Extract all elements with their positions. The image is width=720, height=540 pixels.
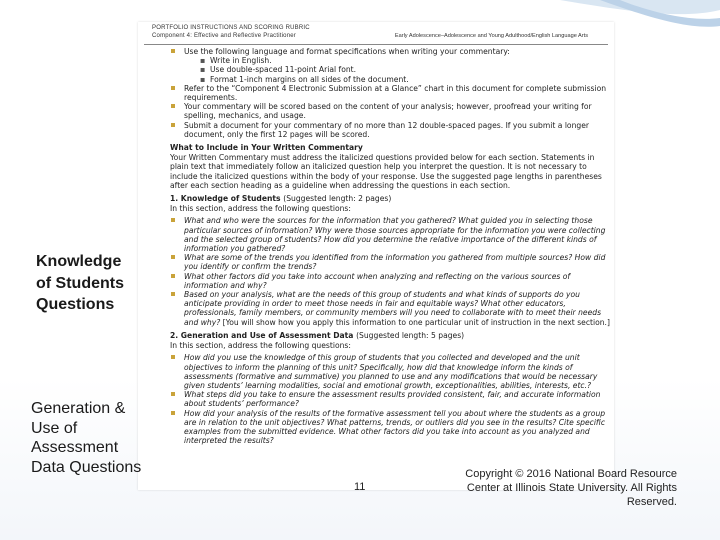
generation-label-line: Generation & — [31, 400, 126, 417]
list-item: Submit a document for your commentary of no more than 12 double-spaced pages. If you submit a longer document, only the first 12 pages will be scored. — [170, 121, 614, 139]
header-line2: Component 4: Effective and Reflective Practitioner — [152, 33, 296, 39]
header-right: Early Adolescence–Adolescence and Young Adulthood/English Language Arts — [394, 33, 588, 39]
list-item: What are some of the trends you identified from the information you gathered from multiple sources? How did you identify or confirm the trends? — [170, 253, 614, 271]
generation-label-line: Use of — [31, 419, 78, 437]
knowledge-label-line: of Students — [36, 274, 124, 292]
format-list — [170, 47, 614, 139]
section1-length: (Suggested length: 2 pages) — [283, 194, 392, 204]
knowledge-label — [36, 251, 124, 316]
list-item — [170, 290, 614, 327]
scanned-rubric-page — [138, 22, 614, 490]
knowledge-label-line: Questions — [36, 296, 115, 313]
generation-label-line: Assessment — [31, 439, 119, 456]
section1-heading — [170, 194, 614, 203]
list-item — [170, 47, 614, 84]
generation-label-line: Data Questions — [31, 458, 142, 476]
copyright-line: Reserved. — [626, 496, 677, 508]
section1-questions — [170, 216, 614, 326]
format-intro: Use the following language and format specifications when writing your commentary: — [184, 47, 510, 56]
knowledge-label-line: Knowledge — [36, 253, 122, 270]
rubric-header — [144, 22, 608, 45]
q4-note: [You will show how you apply this information to one particular unit of instruction in the next section.] — [222, 317, 610, 327]
generation-label — [31, 399, 141, 477]
page-number: 11 — [354, 481, 366, 493]
sub-item: ▪ Write in English. — [184, 56, 614, 65]
rubric-body — [138, 45, 614, 445]
list-item: How did you use the knowledge of this group of students that you collected and developed and the unit objectives to inform the planning of this unit? Specifically, how did that knowledge inform the kinds of assessments (formative and summative) you planned to use and any modifications that would be necessary given students’ learning modalities, social and emotional growth, exceptionalities, abilities, interests, etc.? — [170, 353, 614, 390]
section2-questions — [170, 353, 614, 445]
what-paragraph: Your Written Commentary must address the italicized questions provided below for each section. Statements in plain text that immediately follow an italicized question help you interpret the question. It is not necessary to include the italicized questions within the body of your response. Use the suggested page lengths in parentheses after each section heading as a guideline when addressing the questions in each section. — [170, 153, 602, 190]
copyright-line: Center at Illinois State University. All Rights — [466, 482, 677, 494]
section2-title: 2. Generation and Use of Assessment Data — [170, 330, 354, 340]
list-item: What and who were the sources for the information that you gathered? What guided you in selecting those particular sources of information? Why were those sources appropriate for the information you were collecting and the selected group of students? How did you determine the relative importance of the different kinds of information you gathered? — [170, 216, 614, 253]
section2-length: (Suggested length: 5 pages) — [356, 330, 465, 340]
sub-item: ▪ Format 1-inch margins on all sides of the document. — [184, 75, 614, 84]
list-item: Refer to the “Component 4 Electronic Submission at a Glance” chart in this document for complete submission requirements. — [170, 84, 614, 102]
header-left — [152, 24, 310, 40]
section2-heading — [170, 331, 614, 340]
section1-title: 1. Knowledge of Students — [170, 194, 281, 204]
list-item: What other factors did you take into account when analyzing and reflecting on the various sources of information and why? — [170, 272, 614, 290]
copyright-line: Copyright © 2016 National Board Resource — [465, 468, 677, 480]
q4-text: Based on your analysis, what are the needs of this group of students and what kinds of supports do you anticipate providing in order to meet those needs in fair and equitable ways? What other educators, professionals, family members, or community members will you need to collaborate with to meet their needs and why? — [184, 290, 602, 327]
section2-lead: In this section, address the following questions: — [170, 341, 351, 351]
what-heading: What to Include in Your Written Commentary — [170, 143, 363, 153]
section1-lead: In this section, address the following questions: — [170, 204, 351, 214]
list-item: What steps did you take to ensure the assessment results provided consistent, fair, and accurate information about students’ performance? — [170, 390, 614, 408]
sub-item: ▪ Use double-spaced 11-point Arial font. — [184, 65, 614, 74]
list-item: Your commentary will be scored based on the content of your analysis; however, proofread your writing for spelling, mechanics, and usage. — [170, 102, 614, 120]
list-item: How did your analysis of the results of the formative assessment tell you about where the students as a group are in relation to the unit objectives? What patterns, trends, or outliers did you see in the results? Cite specific examples from the submitted evidence. What other factors did you take into account as you analyzed and interpreted the results? — [170, 409, 614, 446]
header-line1: PORTFOLIO INSTRUCTIONS AND SCORING RUBRIC — [152, 25, 310, 31]
copyright-notice — [417, 467, 677, 509]
